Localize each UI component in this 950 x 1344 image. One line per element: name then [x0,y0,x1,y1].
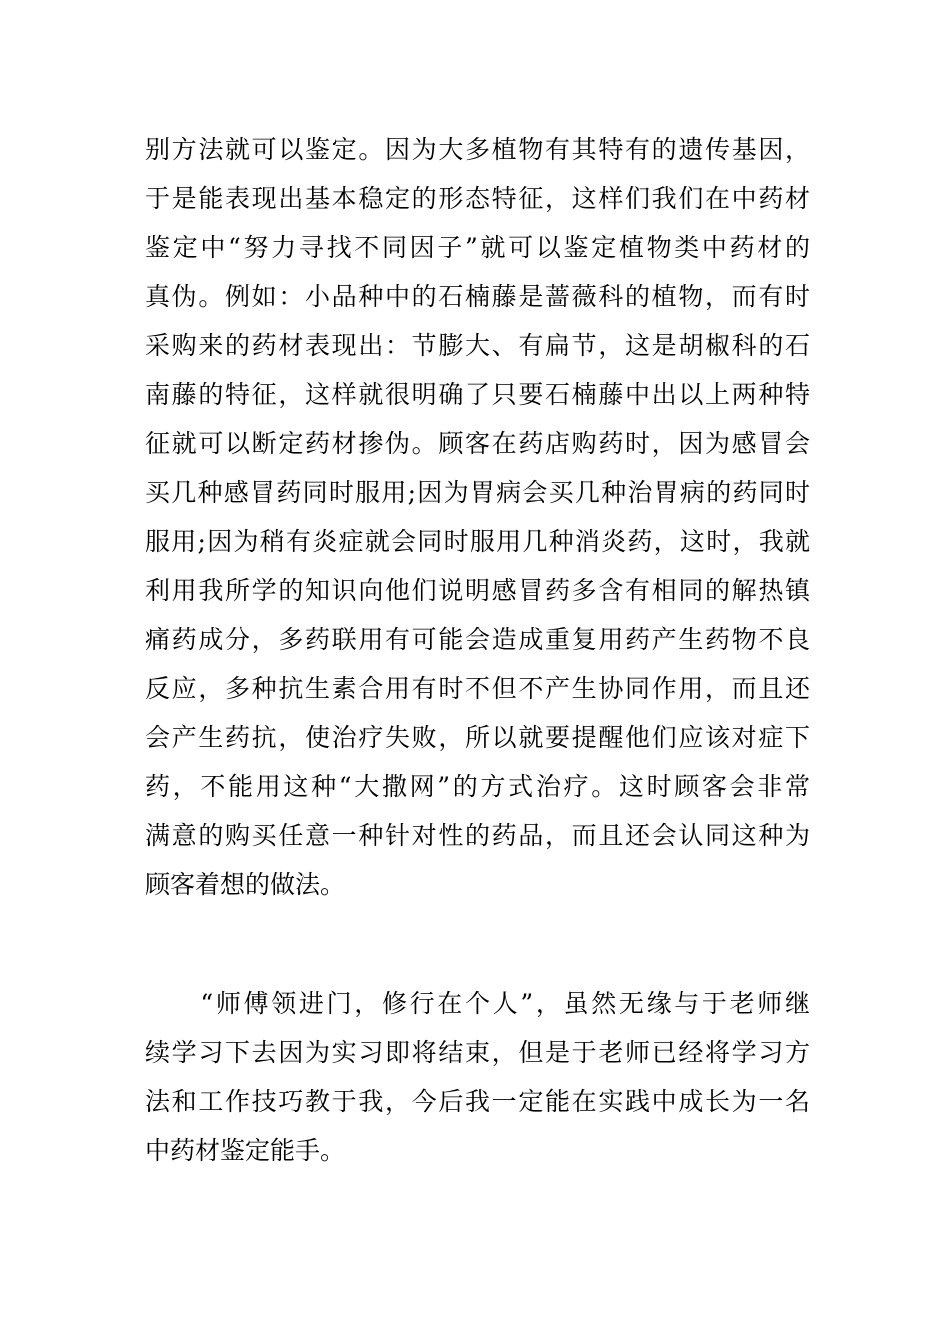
paragraph-line: 采购来的药材表现出：节膨大、有扁节，这是胡椒科的石 [145,331,810,360]
paragraph-line: 征就可以断定药材掺伪。顾客在药店购药时，因为感冒会 [145,429,810,458]
paragraph-2 [145,979,810,1175]
paragraph-line: 南藤的特征，这样就很明确了只要石楠藤中出以上两种特 [145,380,810,409]
paragraph-line: 反应，多种抗生素合用有时不但不产生协同作用，而且还 [145,674,810,703]
paragraph-line: 满意的购买任意一种针对性的药品，而且还会认同这种为 [145,821,810,850]
paragraph-line: 真伪。例如：小品种中的石楠藤是蔷薇科的植物，而有时 [145,282,810,311]
paragraph-line: 利用我所学的知识向他们说明感冒药多含有相同的解热镇 [145,576,810,605]
paragraph-line: 药，不能用这种“大撒网”的方式治疗。这时顾客会非常 [145,772,810,801]
paragraph-1 [145,125,810,909]
paragraph-line: 顾客着想的做法。 [145,870,346,899]
paragraph-line: 买几种感冒药同时服用;因为胃病会买几种治胃病的药同时 [145,478,810,507]
paragraph-line: 鉴定中“努力寻找不同因子”就可以鉴定植物类中药材的 [145,233,810,262]
paragraph-line: 于是能表现出基本稳定的形态特征，这样们我们在中药材 [145,184,810,213]
paragraph-line: 中药材鉴定能手。 [145,1136,346,1165]
paragraph-line: 法和工作技巧教于我，今后我一定能在实践中成长为一名 [145,1087,810,1116]
paragraph-line: 会产生药抗，使治疗失败，所以就要提醒他们应该对症下 [145,723,810,752]
paragraph-line: 续学习下去因为实习即将结束，但是于老师已经将学习方 [145,1038,810,1067]
paragraph-line: “师傅领进门，修行在个人”，虽然无缘与于老师继 [145,989,810,1018]
paragraph-line: 服用;因为稍有炎症就会同时服用几种消炎药，这时，我就 [145,527,810,556]
paragraph-line: 别方法就可以鉴定。因为大多植物有其特有的遗传基因， [145,135,810,164]
paragraph-line: 痛药成分，多药联用有可能会造成重复用药产生药物不良 [145,625,810,654]
